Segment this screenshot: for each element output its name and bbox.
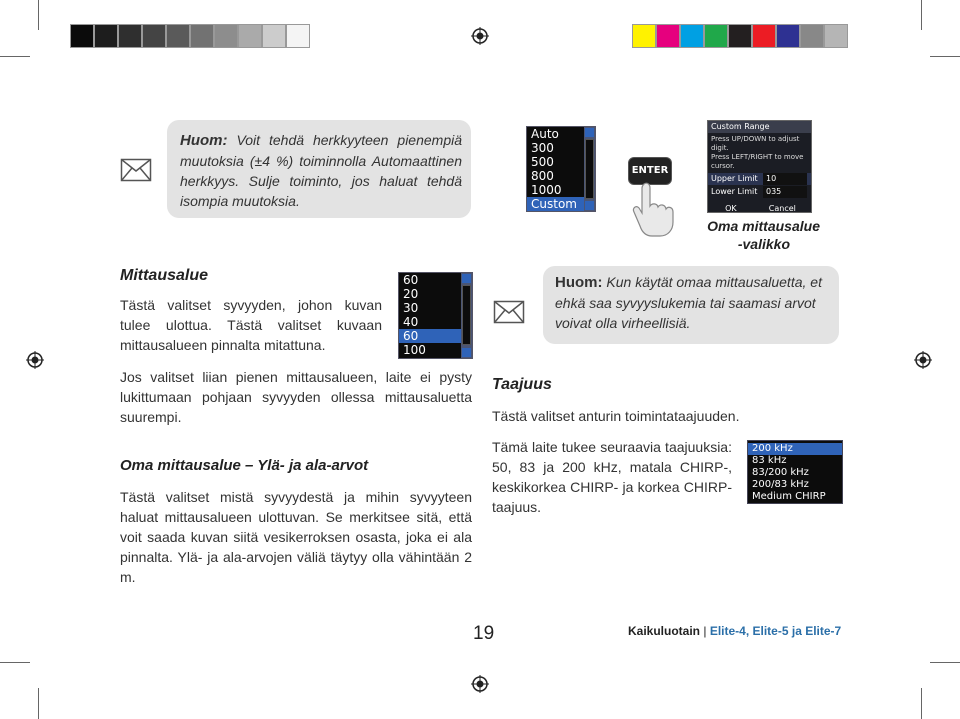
scroll-down-icon[interactable] bbox=[462, 348, 471, 357]
list-item[interactable]: 60 bbox=[399, 329, 472, 343]
note-body: Kun käytät omaa mittausaluetta, et ehkä saa syvyyslukemia tai saamasi arvot voivat olla virheellisiä. bbox=[555, 274, 822, 331]
page-number: 19 bbox=[473, 623, 495, 644]
custom-range-options-list[interactable] bbox=[527, 127, 585, 211]
frequency-list-screen bbox=[747, 440, 843, 504]
list-item[interactable]: 1000 bbox=[531, 183, 562, 197]
dialog-help-line: Press UP/DOWN to adjust bbox=[711, 135, 800, 143]
note-body: Voit tehdä herkkyyteen pienempiä muutoksia (±4 %) toiminnolla Automaattinen herkkyys. Sulje toiminto, jos haluat tehdä isompia muutoksia. bbox=[180, 132, 463, 209]
dialog-help-line: Press LEFT/RIGHT to move bbox=[711, 153, 804, 161]
upper-limit-field[interactable]: 10 bbox=[763, 173, 807, 185]
list-item[interactable]: 300 bbox=[531, 141, 554, 155]
color-swatch bbox=[190, 24, 214, 48]
crosshair-target-icon bbox=[471, 27, 489, 45]
oma-paragraph: Tästä valitset mistä syvyydestä ja mihin syvyyteen haluat mittausalueen ulottuvan. Se merkitsee sitä, että voit saada kuvan siitä vesikerroksen osasta, joka ei ala pinnalta. Ylä- ja ala-arvojen väliä täytyy olla vähintään 2 m. bbox=[120, 489, 472, 585]
color-swatch bbox=[704, 24, 728, 48]
taajuus-paragraph-1: Tästä valitset anturin toimintataajuuden. bbox=[492, 408, 740, 424]
color-swatch bbox=[752, 24, 776, 48]
list-item[interactable]: 100 bbox=[403, 343, 426, 357]
crosshair-target-icon bbox=[26, 351, 44, 369]
footer-product: Kaikuluotain bbox=[628, 624, 701, 638]
color-swatch bbox=[656, 24, 680, 48]
trim-mark bbox=[38, 0, 39, 30]
grayscale-swatch-bar bbox=[70, 24, 310, 48]
color-swatch bbox=[632, 24, 656, 48]
section-heading-mittausalue: Mittausalue bbox=[120, 267, 209, 284]
color-swatch bbox=[262, 24, 286, 48]
frequency-options-list[interactable] bbox=[748, 441, 842, 503]
color-swatch bbox=[214, 24, 238, 48]
upper-limit-label: Upper Limit bbox=[711, 174, 758, 183]
list-item[interactable]: 800 bbox=[531, 169, 554, 183]
color-swatch bbox=[70, 24, 94, 48]
color-swatch bbox=[728, 24, 752, 48]
mittausalue-paragraph-2: Jos valitset liian pienen mittausalueen, laite ei pysty lukittumaan pohjaan syvyyden ollessa mittausaluetta suurempi. bbox=[120, 369, 472, 425]
figure-caption bbox=[660, 217, 820, 253]
footer-separator: | bbox=[703, 624, 707, 638]
list-item[interactable]: 40 bbox=[403, 315, 419, 329]
color-swatch bbox=[776, 24, 800, 48]
scroll-thumb[interactable] bbox=[462, 285, 471, 345]
scroll-up-icon[interactable] bbox=[462, 274, 471, 283]
trim-mark bbox=[921, 0, 922, 30]
note-label: Huom: bbox=[180, 132, 228, 149]
list-item[interactable]: 20 bbox=[403, 287, 419, 301]
trim-mark bbox=[930, 56, 960, 57]
color-swatch-bar bbox=[632, 24, 848, 48]
caption-line: -valikko bbox=[737, 236, 790, 252]
custom-range-list-screen bbox=[526, 126, 596, 212]
trim-mark bbox=[0, 662, 30, 663]
ok-button[interactable]: OK bbox=[725, 204, 737, 213]
section-heading-oma-mittausalue: Oma mittausalue – Ylä- ja ala-arvot bbox=[120, 457, 369, 474]
trim-mark bbox=[0, 56, 30, 57]
dialog-help-line: cursor. bbox=[711, 162, 735, 170]
list-item[interactable]: 200/83 kHz bbox=[752, 479, 809, 490]
color-swatch bbox=[118, 24, 142, 48]
envelope-icon bbox=[120, 158, 152, 182]
list-item[interactable]: Auto bbox=[531, 127, 559, 141]
note-text bbox=[180, 130, 462, 211]
color-swatch bbox=[238, 24, 262, 48]
scrollbar[interactable] bbox=[461, 273, 472, 358]
color-swatch bbox=[680, 24, 704, 48]
scroll-up-icon[interactable] bbox=[585, 128, 594, 137]
range-list-screen bbox=[398, 272, 473, 359]
color-swatch bbox=[824, 24, 848, 48]
color-swatch bbox=[800, 24, 824, 48]
color-swatch bbox=[94, 24, 118, 48]
section-heading-taajuus: Taajuus bbox=[492, 376, 552, 393]
dialog-title: Custom Range bbox=[708, 121, 811, 133]
taajuus-paragraph-2: Tämä laite tukee seuraavia taajuuksia: 50, 83 ja 200 kHz, matala CHIRP-, keskikorkea CHIRP- ja korkea CHIRP-taajuus. bbox=[492, 439, 732, 515]
cancel-button[interactable]: Cancel bbox=[768, 204, 796, 213]
envelope-icon bbox=[493, 300, 525, 324]
caption-line: Oma mittausalue bbox=[707, 218, 820, 234]
list-item[interactable]: Custom bbox=[527, 197, 585, 211]
scrollbar[interactable] bbox=[584, 127, 595, 211]
custom-range-dialog bbox=[707, 120, 812, 213]
color-swatch bbox=[166, 24, 190, 48]
list-item[interactable]: 60 bbox=[403, 273, 419, 287]
list-item[interactable]: Medium CHIRP bbox=[752, 491, 826, 502]
color-swatch bbox=[142, 24, 166, 48]
trim-mark bbox=[930, 662, 960, 663]
list-item[interactable]: 83 kHz bbox=[752, 455, 787, 466]
list-item[interactable]: 83/200 kHz bbox=[752, 467, 809, 478]
crosshair-target-icon bbox=[914, 351, 932, 369]
scroll-thumb[interactable] bbox=[585, 139, 594, 199]
dialog-help-line: digit. bbox=[711, 144, 729, 152]
mittausalue-paragraph-1: Tästä valitset syvyyden, johon kuvan tulee ulottua. Tästä valitset kuvaan mittausalueen pinnalta mitattuna. bbox=[120, 297, 382, 353]
lower-limit-label: Lower Limit bbox=[711, 187, 758, 196]
enter-button[interactable]: ENTER bbox=[628, 157, 672, 185]
trim-mark bbox=[38, 688, 39, 719]
trim-mark bbox=[921, 688, 922, 719]
list-item[interactable]: 200 kHz bbox=[748, 443, 842, 455]
note-text bbox=[555, 272, 831, 333]
lower-limit-field[interactable]: 035 bbox=[763, 186, 807, 198]
crosshair-target-icon bbox=[471, 675, 489, 693]
note-label: Huom: bbox=[555, 274, 603, 291]
footer-models: Elite-4, Elite-5 ja Elite-7 bbox=[709, 624, 842, 638]
scroll-down-icon[interactable] bbox=[585, 201, 594, 210]
color-swatch bbox=[286, 24, 310, 48]
list-item[interactable]: 30 bbox=[403, 301, 419, 315]
list-item[interactable]: 500 bbox=[531, 155, 554, 169]
footer-title bbox=[628, 624, 841, 638]
lower-limit-row[interactable] bbox=[708, 186, 811, 198]
upper-limit-row[interactable] bbox=[708, 173, 811, 185]
